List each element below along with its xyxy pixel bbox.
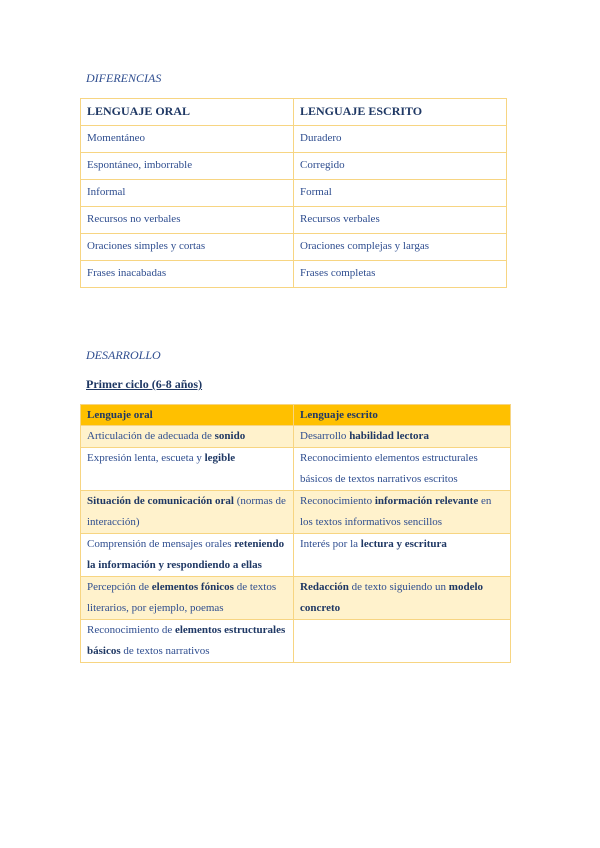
table-row <box>81 126 507 153</box>
oral-cell <box>81 491 294 534</box>
oral-cell <box>81 448 294 491</box>
text: Interés por la <box>300 538 361 550</box>
table-row <box>81 426 511 448</box>
table-header-row <box>81 99 507 126</box>
escrito-cell <box>294 448 511 491</box>
oral-cell: Informal <box>81 180 294 207</box>
oral-cell: Recursos no verbales <box>81 207 294 234</box>
escrito-cell <box>294 620 511 663</box>
text: Reconocimiento elementos estructurales básicos de textos narrativos escritos <box>300 452 478 485</box>
text: Reconocimiento <box>300 495 375 507</box>
text: de textos literarios, por ejemplo, poemas <box>87 581 277 614</box>
table-row <box>81 620 511 663</box>
diferencias-table <box>80 98 507 288</box>
table-row <box>81 577 511 620</box>
oral-cell: Oraciones simples y cortas <box>81 234 294 261</box>
bold-text: modelo concreto <box>300 581 484 614</box>
table-row <box>81 261 507 288</box>
escrito-cell <box>294 534 511 577</box>
escrito-cell: Formal <box>294 180 507 207</box>
bold-text: información relevante <box>374 495 479 507</box>
text: Desarrollo <box>300 430 350 442</box>
text: Expresión lenta, escueta y <box>87 452 205 464</box>
table-row <box>81 491 511 534</box>
text: de textos narrativos <box>120 645 210 657</box>
bold-text: legible <box>204 452 236 464</box>
text: Articulación de adecuada de <box>87 430 215 442</box>
bold-text: reteniendo la información y respondiendo a ellas <box>87 538 285 571</box>
primer-ciclo-subheading: Primer ciclo (6-8 años) <box>86 377 203 391</box>
oral-cell <box>81 426 294 448</box>
header-oral: Lenguaje oral <box>81 405 294 426</box>
escrito-cell: Corregido <box>294 153 507 180</box>
bold-text: habilidad lectora <box>349 430 429 442</box>
bold-text: elementos fónicos <box>151 581 234 593</box>
escrito-cell <box>294 577 511 620</box>
escrito-cell: Frases completas <box>294 261 507 288</box>
desarrollo-table <box>80 404 511 663</box>
bold-text: Situación de comunicación oral <box>87 495 234 507</box>
text: en los textos informativos sencillos <box>300 495 492 528</box>
text: Percepción de <box>87 581 152 593</box>
bold-text: lectura y escritura <box>360 538 447 550</box>
bold-text: Redacción <box>300 581 349 593</box>
oral-cell: LENGUAJE ORAL <box>81 99 294 126</box>
table-row <box>81 207 507 234</box>
text: de texto siguiendo un <box>348 581 449 593</box>
text: (normas de interacción) <box>87 495 286 528</box>
diferencias-heading: DIFERENCIAS <box>86 71 162 85</box>
escrito-cell: Duradero <box>294 126 507 153</box>
escrito-cell: Oraciones complejas y largas <box>294 234 507 261</box>
oral-cell: Momentáneo <box>81 126 294 153</box>
text: Reconocimiento de <box>87 624 175 636</box>
bold-text: elementos estructurales básicos <box>87 624 286 657</box>
text: Comprensión de mensajes orales <box>87 538 235 550</box>
table-header-row <box>81 405 511 426</box>
header-escrito: Lenguaje escrito <box>294 405 511 426</box>
escrito-cell: Recursos verbales <box>294 207 507 234</box>
desarrollo-heading: DESARROLLO <box>86 348 161 362</box>
escrito-cell <box>294 491 511 534</box>
table-row <box>81 153 507 180</box>
table-row <box>81 234 507 261</box>
oral-cell <box>81 534 294 577</box>
table-row <box>81 448 511 491</box>
bold-text: sonido <box>214 430 246 442</box>
table-row <box>81 180 507 207</box>
table-row <box>81 534 511 577</box>
escrito-cell <box>294 426 511 448</box>
oral-cell <box>81 620 294 663</box>
oral-cell <box>81 577 294 620</box>
oral-cell: Espontáneo, imborrable <box>81 153 294 180</box>
oral-cell: Frases inacabadas <box>81 261 294 288</box>
escrito-cell: LENGUAJE ESCRITO <box>294 99 507 126</box>
